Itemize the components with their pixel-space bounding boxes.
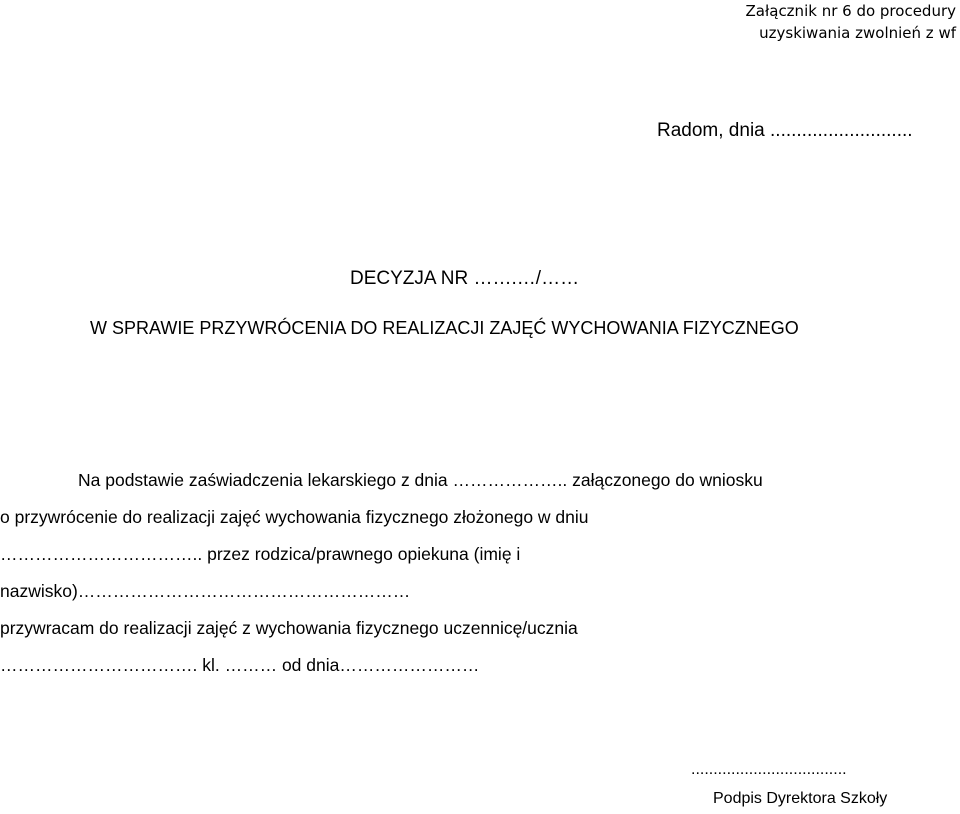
signature-label: Podpis Dyrektora Szkoły <box>713 790 888 807</box>
decision-subject: W SPRAWIE PRZYWRÓCENIA DO REALIZACJI ZAJĘĆ WYCHOWANIA FIZYCZNEGO <box>90 318 799 338</box>
body-line-3: …………………………….. przez rodzica/prawnego opiekuna (imię i <box>0 544 521 564</box>
attachment-note <box>746 0 956 44</box>
body-line-6: ……………………………. kl. ……… od dnia…………………… <box>0 655 480 675</box>
signature-line: ................................... <box>691 761 847 778</box>
attachment-line-1: Załącznik nr 6 do procedury <box>745 2 956 20</box>
decision-body <box>0 462 960 684</box>
attachment-line-2: uzyskiwania zwolnień z wf <box>759 24 956 42</box>
body-line-4: nazwisko)………………………………………………… <box>0 581 411 601</box>
body-line-2: o przywrócenie do realizacji zajęć wychowania fizycznego złożonego w dniu <box>0 507 589 527</box>
place-date: Radom, dnia ........................... <box>657 120 913 141</box>
decision-number: DECYZJA NR …….…/…… <box>350 268 580 289</box>
body-line-5: przywracam do realizacji zajęć z wychowania fizycznego uczennicę/ucznia <box>0 618 578 638</box>
body-line-1: Na podstawie zaświadczenia lekarskiego z dnia ……………….. załączonego do wniosku <box>78 470 763 490</box>
